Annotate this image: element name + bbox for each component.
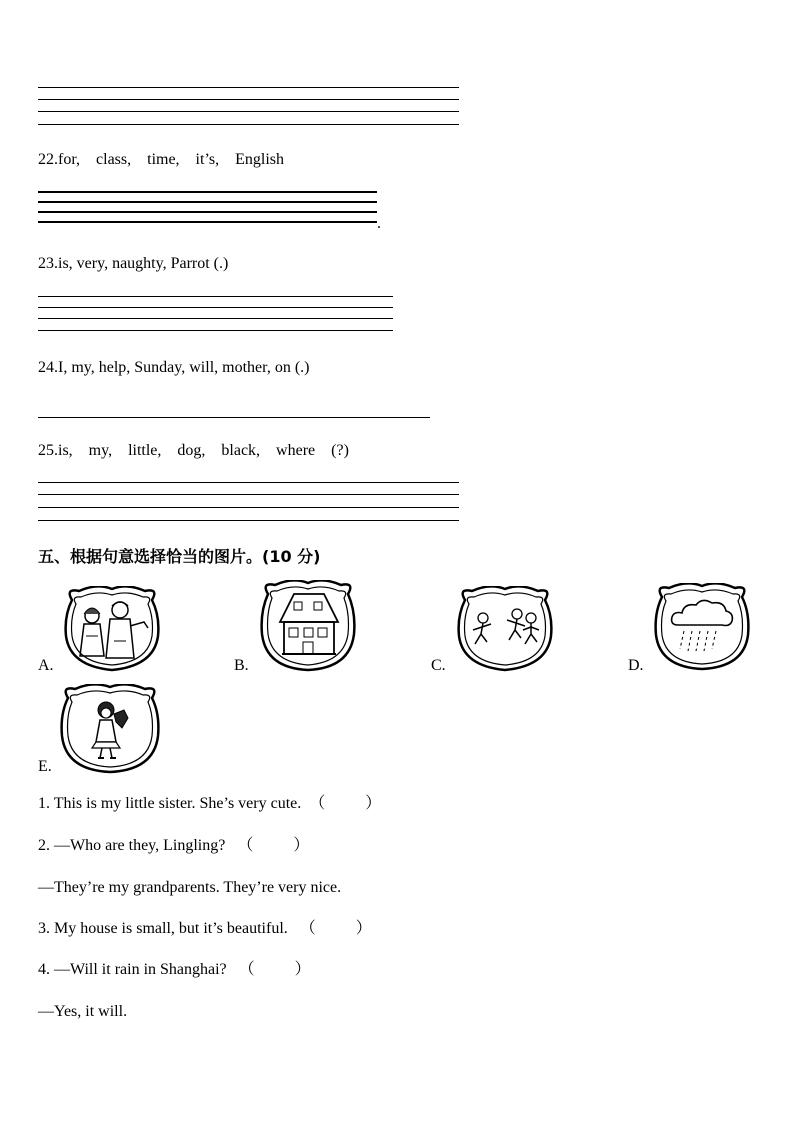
question-2: 2. —Who are they, Lingling? （ ）	[38, 837, 310, 854]
question-25: 25.is, my, little, dog, black, where (?)	[38, 442, 349, 459]
question-4-answer-line: —Yes, it will.	[38, 1003, 128, 1020]
question-23: 23.is, very, naughty, Parrot (.)	[38, 255, 229, 272]
q22-end-mark: .	[377, 215, 381, 232]
answer-line	[38, 124, 459, 125]
section-heading: 五、根据句意选择恰当的图片。(10 分)	[38, 547, 321, 566]
option-e-label: E.	[38, 758, 52, 775]
answer-line	[38, 318, 393, 319]
option-b-label: B.	[234, 657, 249, 674]
answer-line	[38, 307, 393, 308]
question-2-answer-line: —They’re my grandparents. They’re very nice.	[38, 879, 342, 896]
children-playing-icon	[455, 586, 555, 672]
girl-icon	[58, 684, 162, 774]
option-d-label: D.	[628, 657, 644, 674]
answer-line	[38, 87, 459, 88]
grandparents-icon	[62, 586, 162, 672]
answer-line	[38, 99, 459, 100]
answer-line	[38, 211, 377, 213]
rain-cloud-icon	[652, 583, 752, 671]
answer-line	[38, 296, 393, 297]
question-3: 3. My house is small, but it’s beautiful. （ ）	[38, 920, 372, 937]
question-24: 24.I, my, help, Sunday, will, mother, on (.)	[38, 359, 310, 376]
answer-line	[38, 191, 377, 193]
question-22: 22.for, class, time, it’s, English	[38, 151, 285, 168]
question-1: 1. This is my little sister. She’s very cute. （ ）	[38, 795, 382, 812]
answer-line	[38, 494, 459, 495]
answer-line	[38, 520, 459, 521]
answer-line	[38, 111, 459, 112]
option-c-label: C.	[431, 657, 446, 674]
answer-line	[38, 507, 459, 508]
answer-line	[38, 221, 377, 223]
option-a-label: A.	[38, 657, 54, 674]
answer-line	[38, 201, 377, 203]
house-icon	[258, 580, 358, 672]
question-4: 4. —Will it rain in Shanghai? （ ）	[38, 961, 311, 978]
q24-answer-line[interactable]	[38, 417, 430, 418]
answer-line	[38, 330, 393, 331]
answer-line	[38, 482, 459, 483]
